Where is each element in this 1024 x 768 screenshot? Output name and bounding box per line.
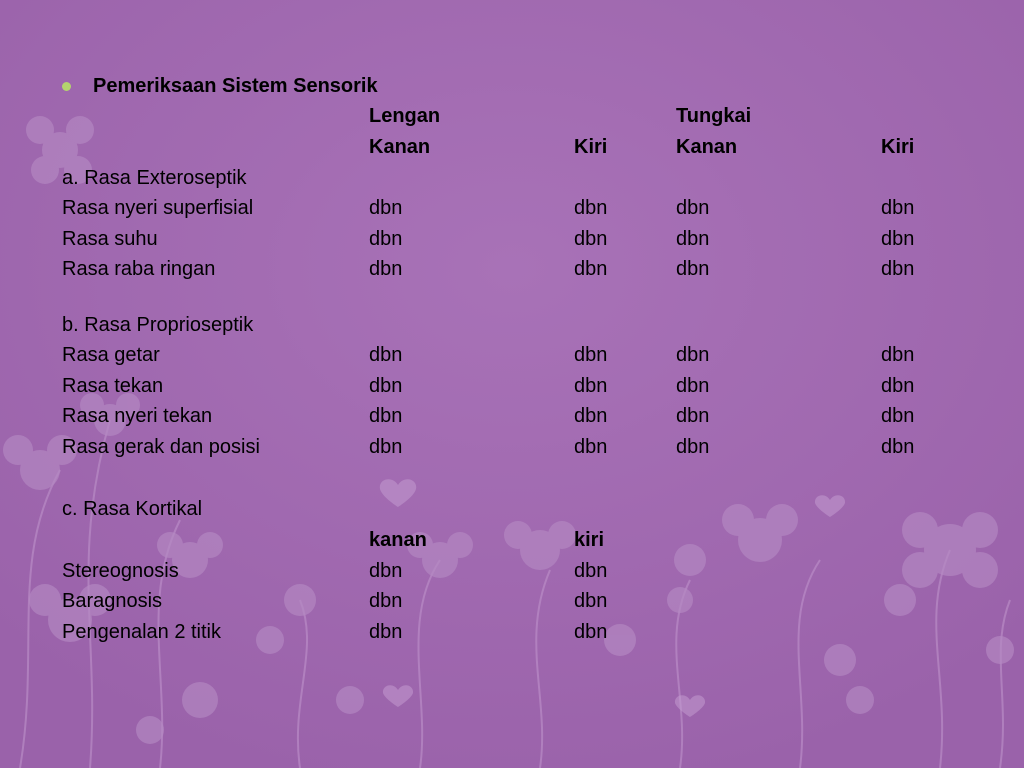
header-kortikal-kiri: kiri <box>574 529 605 551</box>
cell-value: dbn <box>369 197 403 219</box>
cell-value: dbn <box>676 228 710 250</box>
cell-value: dbn <box>574 344 608 366</box>
cell-value: dbn <box>881 197 915 219</box>
row-label: Rasa tekan <box>62 375 164 397</box>
section-b-heading: b. Rasa Proprioseptik <box>62 314 254 336</box>
cell-value: dbn <box>369 405 403 427</box>
cell-value: dbn <box>574 621 608 643</box>
cell-value: dbn <box>676 405 710 427</box>
cell-value: dbn <box>369 258 403 280</box>
cell-value: dbn <box>369 436 403 458</box>
cell-value: dbn <box>369 344 403 366</box>
section-a-heading: a. Rasa Exteroseptik <box>62 167 247 189</box>
section-c-heading: c. Rasa Kortikal <box>62 498 203 520</box>
cell-value: dbn <box>881 375 915 397</box>
row-label: Rasa getar <box>62 344 160 366</box>
bullet-icon <box>62 82 71 91</box>
header-tungkai-kiri: Kiri <box>881 136 915 158</box>
header-lengan-kanan: Kanan <box>369 136 431 158</box>
cell-value: dbn <box>574 228 608 250</box>
row-label: Rasa nyeri superfisial <box>62 197 254 219</box>
cell-value: dbn <box>369 375 403 397</box>
cell-value: dbn <box>676 344 710 366</box>
cell-value: dbn <box>881 344 915 366</box>
cell-value: dbn <box>574 436 608 458</box>
cell-value: dbn <box>676 375 710 397</box>
cell-value: dbn <box>676 258 710 280</box>
title-row <box>62 71 378 101</box>
cell-value: dbn <box>574 405 608 427</box>
cell-value: dbn <box>369 228 403 250</box>
cell-value: dbn <box>881 258 915 280</box>
cell-value: dbn <box>369 621 403 643</box>
cell-value: dbn <box>881 228 915 250</box>
cell-value: dbn <box>574 375 608 397</box>
header-lengan: Lengan <box>369 105 441 127</box>
cell-value: dbn <box>574 197 608 219</box>
cell-value: dbn <box>676 436 710 458</box>
slide-title: Pemeriksaan Sistem Sensorik <box>93 74 378 97</box>
cell-value: dbn <box>676 197 710 219</box>
header-tungkai-kanan: Kanan <box>676 136 738 158</box>
row-label: Rasa raba ringan <box>62 258 216 280</box>
cell-value: dbn <box>369 560 403 582</box>
header-tungkai: Tungkai <box>676 105 752 127</box>
cell-value: dbn <box>574 258 608 280</box>
cell-value: dbn <box>574 590 608 612</box>
row-label: Rasa gerak dan posisi <box>62 436 260 458</box>
cell-value: dbn <box>369 590 403 612</box>
header-lengan-kiri: Kiri <box>574 136 608 158</box>
row-label: Baragnosis <box>62 590 163 612</box>
cell-value: dbn <box>881 436 915 458</box>
row-label: Stereognosis <box>62 560 179 582</box>
row-label: Rasa suhu <box>62 228 158 250</box>
header-kortikal-kanan: kanan <box>369 529 427 551</box>
row-label: Pengenalan 2 titik <box>62 621 222 643</box>
cell-value: dbn <box>881 405 915 427</box>
cell-value: dbn <box>574 560 608 582</box>
row-label: Rasa nyeri tekan <box>62 405 213 427</box>
